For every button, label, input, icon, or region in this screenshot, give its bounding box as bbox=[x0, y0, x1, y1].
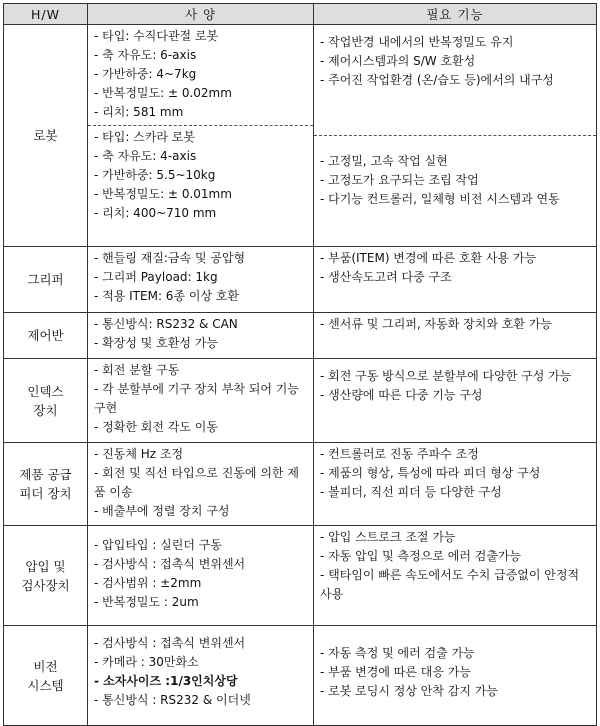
req-line: - 로봇 로딩시 정상 안착 감지 가능 bbox=[320, 684, 498, 698]
spec-line: - 반복정밀도 : 2um bbox=[94, 595, 199, 609]
req-cell bbox=[314, 443, 597, 526]
spec-line: - 리치: 400~710 mm bbox=[94, 206, 217, 220]
category-cell: 제어반 bbox=[4, 313, 88, 359]
spec-table bbox=[3, 3, 597, 726]
req-line: - 회전 구동 방식으로 분할부에 다양한 구성 가능 bbox=[320, 369, 572, 383]
spec-block-vertical-robot bbox=[88, 25, 313, 125]
req-line: - 작업반경 내에서의 반복정밀도 유지 bbox=[320, 35, 514, 49]
spec-line: - 타입: 스카라 로봇 bbox=[94, 130, 195, 144]
req-cell bbox=[314, 25, 597, 247]
spec-line: - 회전 및 직선 타입으로 진동에 의한 제품 이송 bbox=[94, 466, 299, 499]
spec-line: - 반복정밀도: ± 0.01mm bbox=[94, 187, 232, 201]
spec-line: - 압입타입 : 실린더 구동 bbox=[94, 538, 222, 552]
spec-line: - 확장성 및 호환성 가능 bbox=[94, 336, 218, 350]
req-line: - 볼피더, 직선 피더 등 다양한 구성 bbox=[320, 485, 502, 499]
row-robot bbox=[4, 25, 597, 247]
spec-line: - 적용 ITEM: 6종 이상 호환 bbox=[94, 289, 240, 303]
spec-line: - 축 자유도: 4-axis bbox=[94, 149, 197, 163]
spec-line: - 리치: 581 mm bbox=[94, 105, 184, 119]
req-line: - 고정밀, 고속 작업 실현 bbox=[320, 154, 448, 168]
category-cell: 압입 및 검사장치 bbox=[4, 526, 88, 626]
header-spec: 사 양 bbox=[88, 4, 314, 25]
req-line: - 부품 변경에 따른 대응 가능 bbox=[320, 665, 471, 679]
req-cell bbox=[314, 526, 597, 626]
req-line: - 고정도가 요구되는 조립 작업 bbox=[320, 173, 479, 187]
spec-line: - 각 분할부에 기구 장치 부착 되어 기능 구현 bbox=[94, 382, 299, 415]
spec-line: - 회전 분할 구동 bbox=[94, 363, 180, 377]
req-line: - 제어시스템과의 S/W 호환성 bbox=[320, 54, 476, 68]
spec-line: - 소자사이즈 :1/3인치상당 bbox=[94, 674, 238, 688]
spec-cell bbox=[88, 247, 314, 313]
req-cell bbox=[314, 626, 597, 726]
spec-line: - 타입: 수직다관절 로봇 bbox=[94, 29, 219, 43]
row-press-inspection bbox=[4, 526, 597, 626]
spec-cell bbox=[88, 443, 314, 526]
spec-line: - 검사방식 : 접촉식 변위센서 bbox=[94, 636, 246, 650]
req-cell bbox=[314, 313, 597, 359]
row-index-device bbox=[4, 359, 597, 443]
row-control-panel bbox=[4, 313, 597, 359]
spec-cell bbox=[88, 359, 314, 443]
category-cell: 인덱스 장치 bbox=[4, 359, 88, 443]
spec-cell bbox=[88, 526, 314, 626]
spec-line: - 카메라 : 30만화소 bbox=[94, 655, 199, 669]
category-cell: 그리퍼 bbox=[4, 247, 88, 313]
req-line: - 컨트롤러로 진동 주파수 조정 bbox=[320, 447, 479, 461]
row-vision-system bbox=[4, 626, 597, 726]
category-cell: 제품 공급 피더 장치 bbox=[4, 443, 88, 526]
spec-cell bbox=[88, 25, 314, 247]
header-row bbox=[4, 4, 597, 25]
spec-line: - 통신방식: RS232 & CAN bbox=[94, 317, 238, 331]
header-hw: H/W bbox=[4, 4, 88, 25]
spec-line: - 진동체 Hz 조정 bbox=[94, 447, 184, 461]
spec-block-scara-robot bbox=[88, 125, 313, 226]
req-line: - 압입 스트로크 조절 가능 bbox=[320, 530, 456, 544]
req-line: - 생산속도고려 다중 구조 bbox=[320, 270, 452, 284]
spec-line: - 검사범위 : ±2mm bbox=[94, 576, 202, 590]
req-cell bbox=[314, 359, 597, 443]
spec-line: - 검사방식 : 접촉식 변위센서 bbox=[94, 557, 246, 571]
spec-line: - 그리퍼 Payload: 1kg bbox=[94, 270, 218, 284]
spec-line: - 가반하중: 5.5~10kg bbox=[94, 168, 216, 182]
row-feeder-device bbox=[4, 443, 597, 526]
category-cell: 비전 시스템 bbox=[4, 626, 88, 726]
spec-cell bbox=[88, 313, 314, 359]
spec-line: - 배출부에 정렬 장치 구성 bbox=[94, 504, 230, 518]
header-req: 필요 기능 bbox=[314, 4, 597, 25]
spec-line: - 반복정밀도: ± 0.02mm bbox=[94, 86, 232, 100]
req-block-vertical-robot bbox=[314, 25, 596, 135]
row-gripper bbox=[4, 247, 597, 313]
req-line: - 주어진 작업환경 (온/습도 등)에서의 내구성 bbox=[320, 73, 554, 87]
req-line: - 제품의 형상, 특성에 따라 피더 형상 구성 bbox=[320, 466, 541, 480]
spec-line: - 통신방식 : RS232 & 이더넷 bbox=[94, 693, 251, 707]
spec-line: - 가반하중: 4~7kg bbox=[94, 67, 197, 81]
spec-line: - 핸들링 재질:금속 및 공압형 bbox=[94, 251, 246, 265]
spec-line: - 정확한 회전 각도 이동 bbox=[94, 420, 218, 434]
req-line: - 자동 측정 및 에러 검출 가능 bbox=[320, 646, 475, 660]
category-cell: 로봇 bbox=[4, 25, 88, 247]
req-line: - 생산량에 따른 다중 기능 구성 bbox=[320, 388, 483, 402]
req-line: - 택타임이 빠른 속도에서도 수치 급증없이 안정적 사용 bbox=[320, 568, 580, 601]
spec-line: - 축 자유도: 6-axis bbox=[94, 48, 197, 62]
spec-cell bbox=[88, 626, 314, 726]
req-line: - 부품(ITEM) 변경에 따른 호환 사용 가능 bbox=[320, 251, 537, 265]
req-cell bbox=[314, 247, 597, 313]
req-line: - 자동 압입 및 측정으로 에러 검출가능 bbox=[320, 549, 522, 563]
req-block-scara-robot bbox=[314, 135, 596, 212]
req-line: - 센서류 및 그리퍼, 자동화 장치와 호환 가능 bbox=[320, 317, 552, 331]
req-line: - 다기능 컨트롤러, 일체형 비전 시스템과 연동 bbox=[320, 192, 560, 206]
